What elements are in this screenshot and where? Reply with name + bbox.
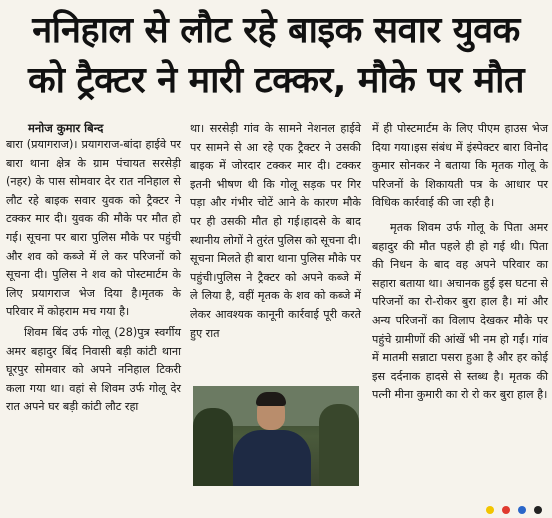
column-1-paragraph-1: बारा (प्रयागराज)। प्रयागराज-बांदा हाईवे पर बारा थाना क्षेत्र के ग्राम पंचायत सरसेड़ी (नहर) के पास सोमवार देर रात ननिहाल से लौट रहे बाइक सवार युवक को ट्रैक्टर ने टक्कर मार दी। युवक की मौके पर मौत हो गई। सूचना पर बारा पुलिस मौके पर पहुंची और शव को कब्जे में ले कर परिजनों को सूचना दी। पुलिस ने शव को पोस्टमार्टम के लिए प्रयागराज भेज दिया है।मृतक के परिवार में कोहराम मच गया है। (6, 138, 181, 319)
photo-tree-left (193, 408, 233, 486)
photo-person-body (233, 430, 311, 486)
headline-line-1: ननिहाल से लौट रहे बाइक सवार युवक (32, 10, 520, 51)
red-dot (502, 506, 510, 514)
yellow-dot (486, 506, 494, 514)
photo-tree-right (319, 404, 359, 486)
headline (0, 6, 552, 106)
byline: मनोज कुमार बिन्द (28, 121, 104, 135)
victim-photo (193, 386, 359, 486)
blue-dot (518, 506, 526, 514)
article-column-3 (372, 120, 548, 405)
article-column-1 (6, 136, 181, 417)
column-1-paragraph-2: शिवम बिंद उर्फ गोलू (28)पुत्र स्वर्गीय अमर बहादुर बिंद निवासी बड़ी कांटी थाना घूरपुर सोमवार को अपने ननिहाल टिकरी कला गया था। वहां से शिवम उर्फ गोलू देर रात अपने घर बड़ी कांटी लौट रहा (6, 325, 181, 414)
column-3-paragraph-1: में ही पोस्टमार्टम के लिए पीएम हाउस भेज दिया गया।इस संबंध में इंस्पेक्टर बारा विनोद कुमार सोनकर ने बताया कि मृतक गोलू के परिजनों के शिकायती पत्र के आधार पर विधिक कार्रवाई की जा रही है। (372, 122, 548, 210)
column-3-paragraph-2: मृतक शिवम उर्फ गोलू के पिता अमर बहादुर की मौत पहले ही हो गई थी। पिता की निधन के बाद वह अपने परिवार का सहारा बताया था। अचानक हुई इस घटना से परिजनों का रो-रोकर बुरा हाल है। मां और अन्य परिजनों का विलाप देखकर मौके पर पहुंचे ग्रामीणों की आंखें भी नम हो गईं। गांव में मातमी सन्नाटा पसरा हुआ है और हर कोई इस दर्दनाक हादसे से स्तब्ध है। मृतक की पत्नी मीना कुमारी का रो रो कर बुरा हाल है। (372, 220, 548, 402)
black-dot (534, 506, 542, 514)
column-2-paragraph-1: था। सरसेड़ी गांव के सामने नेशनल हाईवे पर सामने से आ रहे एक ट्रैक्टर ने उसकी बाइक में जोरदार टक्कर मार दी। टक्कर इतनी भीषण थी कि गोलू सड़क पर गिर पड़ा और गंभीर चोटें आने के कारण मौके पर ही उसकी मौत हो गई।हादसे के बाद स्थानीय लोगों ने तुरंत पुलिस को सूचना दी। सूचना मिलते ही बारा थाना पुलिस मौके पर पहुंची।पुलिस ने ट्रैक्टर को अपने कब्जे में ले लिया है, वहीं मृतक के शव को कब्जे में लेकर आवश्यक कानूनी कार्रवाई पूरी करते हुए रात (190, 122, 361, 340)
brand-dots (483, 499, 542, 518)
headline-line-2: को ट्रैक्टर ने मारी टक्कर, मौके पर मौत (27, 60, 525, 101)
photo-person-hair (256, 392, 286, 406)
article-column-2 (190, 120, 361, 343)
